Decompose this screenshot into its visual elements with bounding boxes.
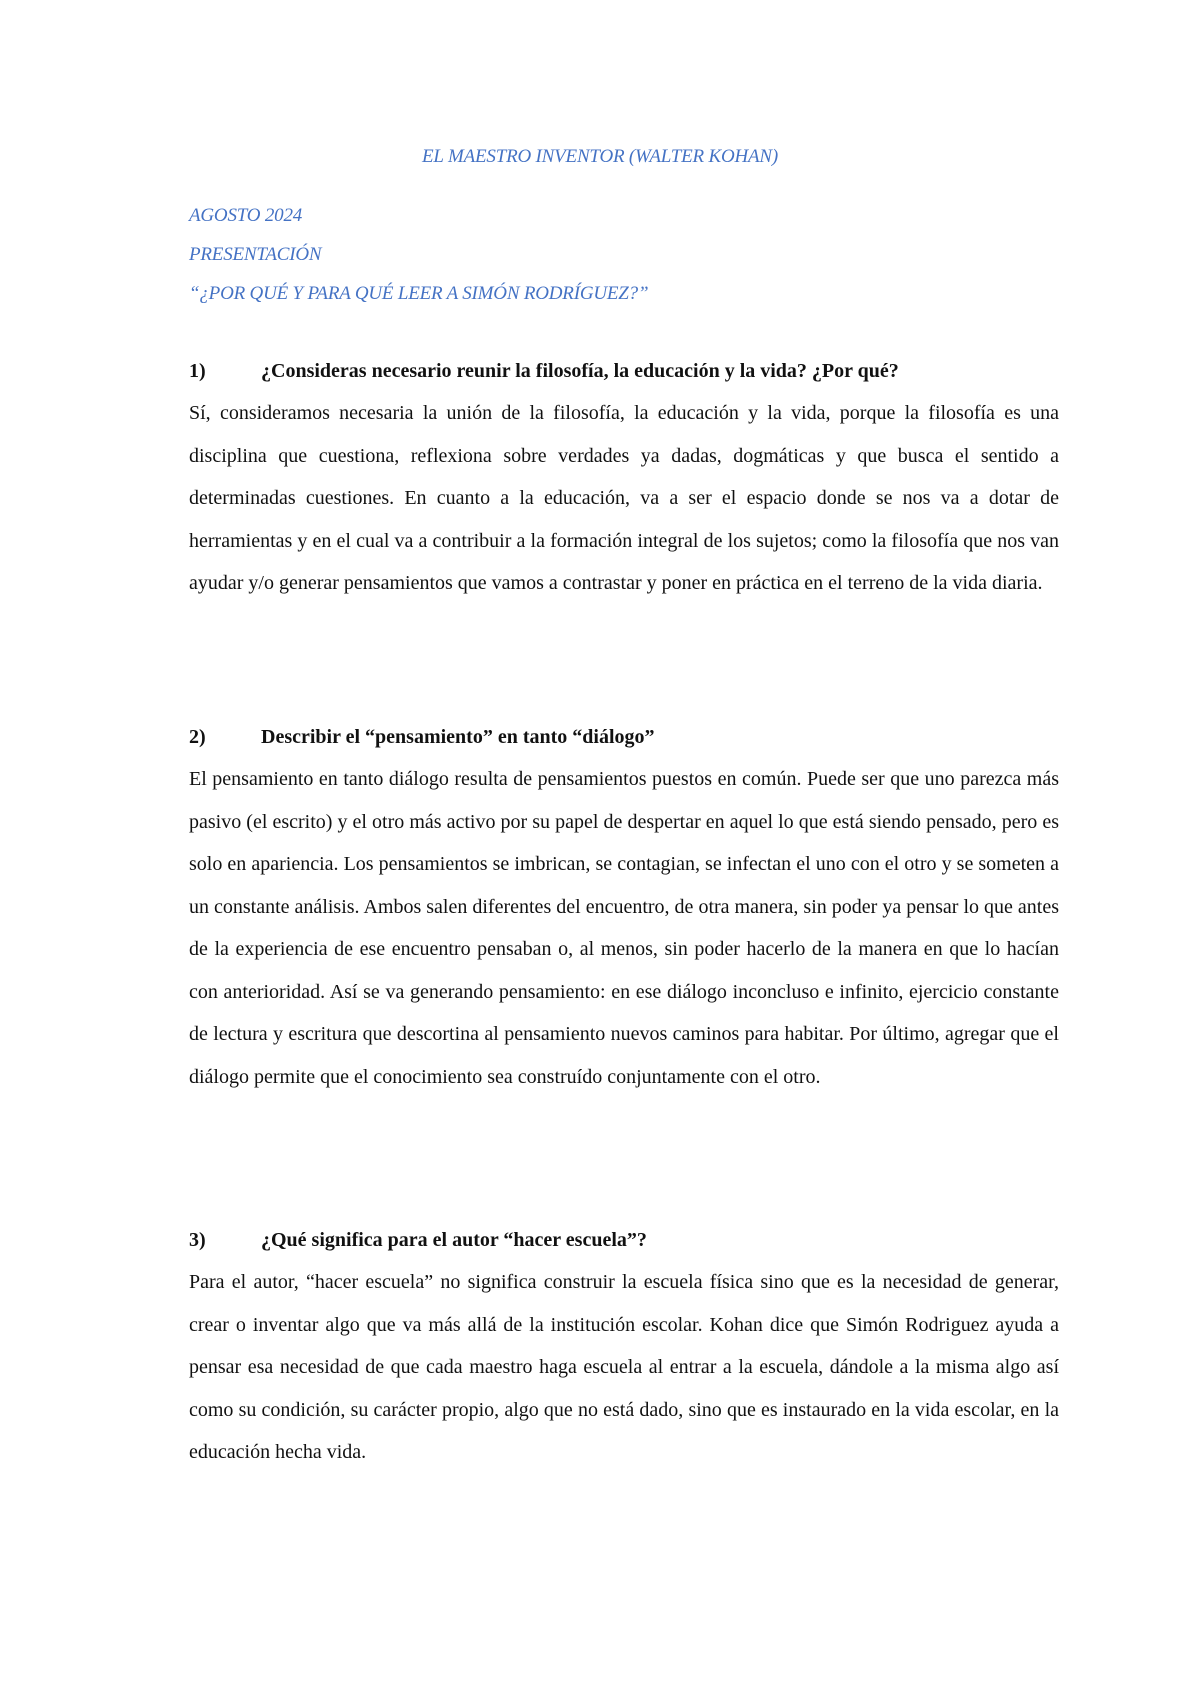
question-text: ¿Consideras necesario reunir la filosofía, la educación y la vida? ¿Por qué? — [261, 360, 899, 382]
question-section-3 — [189, 1227, 1059, 1474]
question-number: 3) — [189, 1229, 206, 1251]
document-date: AGOSTO 2024 — [189, 205, 303, 226]
question-number: 1) — [189, 360, 206, 382]
document-subtitle: “¿POR QUÉ Y PARA QUÉ LEER A SIMÓN RODRÍGUEZ?” — [189, 283, 649, 304]
question-heading — [189, 724, 1059, 758]
document-title: EL MAESTRO INVENTOR (WALTER KOHAN) — [421, 146, 779, 167]
question-heading — [189, 358, 1059, 392]
question-text: Describir el “pensamiento” en tanto “diálogo” — [261, 726, 655, 748]
question-section-2 — [189, 724, 1059, 1098]
question-number: 2) — [189, 726, 206, 748]
question-heading — [189, 1227, 1059, 1261]
answer-paragraph: Sí, consideramos necesaria la unión de la filosofía, la educación y la vida, porque la filosofía es una disciplina que cuestiona, reflexiona sobre verdades ya dadas, dogmáticas y que busca el sentido a determinadas cuestiones. En cuanto a la educación, va a ser el espacio donde se nos va a dotar de herramientas y en el cual va a contribuir a la formación integral de los sujetos; como la filosofía que nos van ayudar y/o generar pensamientos que vamos a contrastar y poner en práctica en el terreno de la vida diaria. — [189, 402, 1059, 594]
answer-paragraph: El pensamiento en tanto diálogo resulta de pensamientos puestos en común. Puede ser que uno parezca más pasivo (el escrito) y el otro más activo por su papel de despertar en aquel lo que está siendo pensado, pero es solo en apariencia. Los pensamientos se imbrican, se contagian, se infectan el uno con el otro y se someten a un constante análisis. Ambos salen diferentes del encuentro, de otra manera, sin poder ya pensar lo que antes de la experiencia de ese encuentro pensaban o, al menos, sin poder hacerlo de la manera en que lo hacían con anterioridad. Así se va generando pensamiento: en ese diálogo inconcluso e infinito, ejercicio constante de lectura y escritura que descortina al pensamiento nuevos caminos para habitar. Por último, agregar que el diálogo permite que el conocimiento sea construído conjuntamente con el otro. — [189, 768, 1059, 1088]
question-text: ¿Qué significa para el autor “hacer escuela”? — [261, 1229, 647, 1251]
question-section-1 — [189, 358, 1059, 605]
section-heading: PRESENTACIÓN — [189, 244, 322, 265]
answer-paragraph: Para el autor, “hacer escuela” no significa construir la escuela física sino que es la necesidad de generar, crear o inventar algo que va más allá de la institución escolar. Kohan dice que Simón Rodriguez ayuda a pensar esa necesidad de que cada maestro haga escuela al entrar a la escuela, dándole a la misma algo así como su condición, su carácter propio, algo que no está dado, sino que es instaurado en la vida escolar, en la educación hecha vida. — [189, 1271, 1059, 1463]
